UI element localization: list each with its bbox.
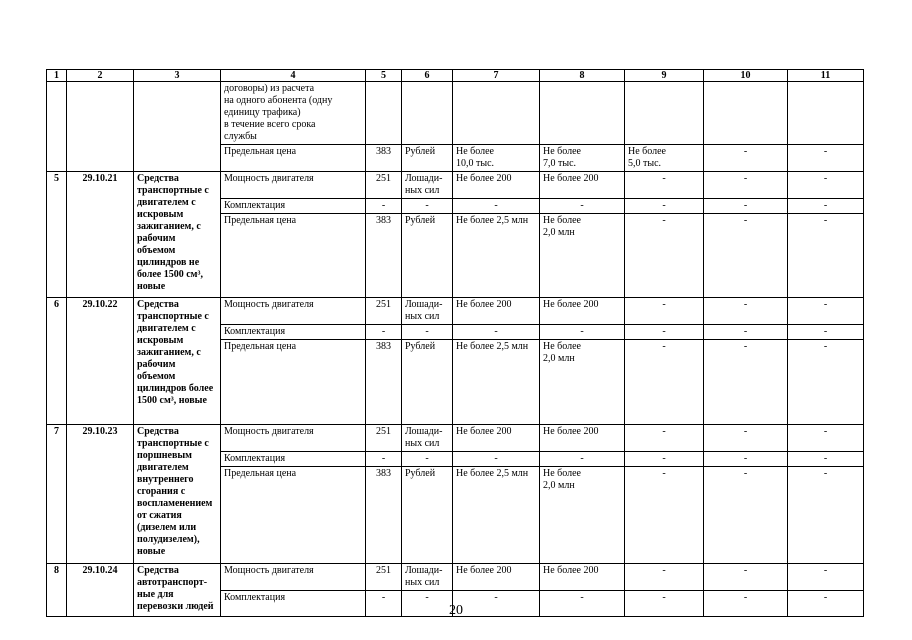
value-cell: - [788, 564, 864, 591]
value-cell: - [788, 298, 864, 325]
value-cell: - [453, 591, 540, 617]
row-number-cell: 8 [47, 564, 67, 617]
value-cell: - [625, 325, 704, 340]
header-cell: 2 [67, 70, 134, 82]
empty-cell [47, 82, 67, 172]
characteristic-cell: Мощность двигателя [221, 298, 366, 325]
unit-cell: - [402, 591, 453, 617]
value-cell: - [704, 145, 788, 172]
value-cell: Не более 2,5 млн [453, 467, 540, 564]
value-cell: - [625, 425, 704, 452]
value-cell: - [788, 199, 864, 214]
header-cell: 6 [402, 70, 453, 82]
value-cell: - [625, 298, 704, 325]
value-cell: - [788, 325, 864, 340]
value-cell: - [453, 452, 540, 467]
value-cell: - [704, 214, 788, 298]
value-cell: Не более 7,0 тыс. [540, 145, 625, 172]
characteristic-cell: Мощность двигателя [221, 564, 366, 591]
value-cell: Не более 200 [540, 298, 625, 325]
value-cell: - [788, 452, 864, 467]
okpd-code-cell: 29.10.23 [67, 425, 134, 564]
value-cell: - [704, 325, 788, 340]
characteristic-cell: Предельная цена [221, 214, 366, 298]
value-cell: Не более 200 [540, 425, 625, 452]
value-cell: - [625, 214, 704, 298]
value-cell: - [704, 452, 788, 467]
value-cell: Не более 10,0 тыс. [453, 145, 540, 172]
unit-cell: - [402, 199, 453, 214]
value-cell: - [788, 214, 864, 298]
row-number-cell: 6 [47, 298, 67, 425]
header-cell: 8 [540, 70, 625, 82]
value-cell: Не более 2,0 млн [540, 214, 625, 298]
okei-code-cell: 383 [366, 214, 402, 298]
value-cell: - [625, 591, 704, 617]
header-cell: 10 [704, 70, 788, 82]
row-number-cell: 7 [47, 425, 67, 564]
header-cell: 3 [134, 70, 221, 82]
okei-code-cell: 251 [366, 425, 402, 452]
value-cell: Не более 2,0 млн [540, 467, 625, 564]
table-row [47, 172, 864, 199]
product-name-cell: Средства транспортные с двигателем с искровым зажиганием, с рабочим объемом цилиндров более 1500 см³, новые [134, 298, 221, 425]
value-cell: - [540, 591, 625, 617]
okpd-code-cell: 29.10.24 [67, 564, 134, 617]
continuation-row [47, 82, 864, 145]
value-cell: - [788, 340, 864, 425]
characteristic-cell: Мощность двигателя [221, 425, 366, 452]
value-cell: - [704, 591, 788, 617]
value-cell: Не более 2,5 млн [453, 340, 540, 425]
table-row [47, 425, 864, 452]
value-cell: Не более 200 [540, 564, 625, 591]
unit-cell: Рублей [402, 467, 453, 564]
page-number: 20 [449, 603, 463, 618]
okei-code-cell: 251 [366, 172, 402, 199]
product-name-cell: Средства транспортные с поршневым двигателем внутреннего сгорания с воспламенением от сжатия (дизелем или полудизелем), новые [134, 425, 221, 564]
value-cell: - [704, 172, 788, 199]
okei-code-cell: 383 [366, 467, 402, 564]
value-cell: - [540, 199, 625, 214]
product-name-cell: Средства автотранспорт- ные для перевозки людей [134, 564, 221, 617]
value-cell: Не более 2,0 млн [540, 340, 625, 425]
value-cell: - [625, 452, 704, 467]
okei-code-cell: 251 [366, 564, 402, 591]
unit-cell: - [402, 452, 453, 467]
value-cell: - [788, 425, 864, 452]
value-cell: - [704, 298, 788, 325]
header-cell: 1 [47, 70, 67, 82]
okpd-code-cell: 29.10.22 [67, 298, 134, 425]
characteristic-cell: Предельная цена [221, 340, 366, 425]
characteristic-cell: договоры) из расчета на одного абонента (одну единицу трафика) в течение всего срока службы [221, 82, 366, 145]
value-cell: - [704, 340, 788, 425]
header-cell: 11 [788, 70, 864, 82]
unit-cell: - [402, 325, 453, 340]
characteristic-cell: Мощность двигателя [221, 172, 366, 199]
value-cell: - [788, 172, 864, 199]
unit-cell: Лошади- ных сил [402, 298, 453, 325]
value-cell: - [625, 467, 704, 564]
table-row [47, 298, 864, 325]
okei-code-cell: - [366, 325, 402, 340]
value-cell: - [625, 340, 704, 425]
value-cell: Не более 200 [453, 172, 540, 199]
okei-code-cell: 383 [366, 340, 402, 425]
value-cell: - [453, 199, 540, 214]
header-row [47, 70, 864, 82]
value-cell: - [788, 467, 864, 564]
characteristic-cell: Комплектация [221, 325, 366, 340]
okei-code-cell: - [366, 591, 402, 617]
value-cell: - [704, 199, 788, 214]
value-cell: Не более 2,5 млн [453, 214, 540, 298]
characteristic-cell: Комплектация [221, 199, 366, 214]
value-cell: Не более 200 [453, 564, 540, 591]
unit-cell: Лошади- ных сил [402, 172, 453, 199]
okpd-code-cell: 29.10.21 [67, 172, 134, 298]
value-cell: - [704, 467, 788, 564]
okei-code-cell: - [366, 452, 402, 467]
characteristic-cell: Комплектация [221, 452, 366, 467]
value-cell: - [625, 564, 704, 591]
table-row [47, 564, 864, 591]
header-cell: 5 [366, 70, 402, 82]
value-cell: Не более 200 [453, 425, 540, 452]
requirements-table [46, 69, 864, 617]
characteristic-cell: Комплектация [221, 591, 366, 617]
value-cell: - [704, 564, 788, 591]
characteristic-cell: Предельная цена [221, 467, 366, 564]
header-cell: 9 [625, 70, 704, 82]
value-cell: - [540, 325, 625, 340]
header-cell: 7 [453, 70, 540, 82]
value-cell: - [704, 425, 788, 452]
value-cell: - [540, 452, 625, 467]
value-cell: - [453, 325, 540, 340]
okei-code-cell: - [366, 199, 402, 214]
unit-cell: Рублей [402, 145, 453, 172]
okei-code-cell: 251 [366, 298, 402, 325]
value-cell: - [788, 145, 864, 172]
row-number-cell: 5 [47, 172, 67, 298]
product-name-cell: Средства транспортные с двигателем с искровым зажиганием, с рабочим объемом цилиндров не более 1500 см³, новые [134, 172, 221, 298]
empty-cell [67, 82, 134, 172]
value-cell: Не более 5,0 тыс. [625, 145, 704, 172]
value-cell: Не более 200 [453, 298, 540, 325]
okei-code-cell: 383 [366, 145, 402, 172]
empty-cell [134, 82, 221, 172]
characteristic-cell: Предельная цена [221, 145, 366, 172]
value-cell: - [625, 199, 704, 214]
unit-cell: Рублей [402, 214, 453, 298]
value-cell: Не более 200 [540, 172, 625, 199]
unit-cell: Рублей [402, 340, 453, 425]
value-cell: - [625, 172, 704, 199]
unit-cell: Лошади- ных сил [402, 564, 453, 591]
unit-cell: Лошади- ных сил [402, 425, 453, 452]
header-cell: 4 [221, 70, 366, 82]
value-cell: - [788, 591, 864, 617]
